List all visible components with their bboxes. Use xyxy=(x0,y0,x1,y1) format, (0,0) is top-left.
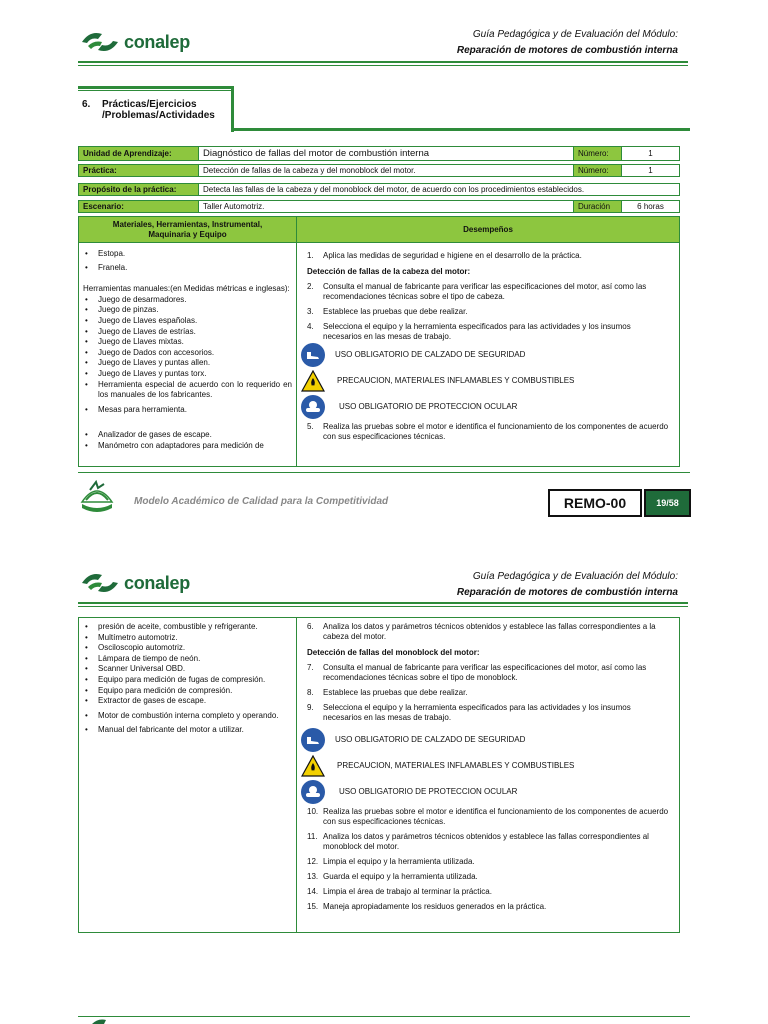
section-title-line1: Prácticas/Ejercicios xyxy=(102,99,197,110)
list-item: • Juego de desarmadores. xyxy=(83,295,292,306)
materials-header xyxy=(79,217,296,243)
step-number: 4. xyxy=(307,322,314,331)
materials-column xyxy=(79,618,297,932)
step-number: 9. xyxy=(307,703,314,712)
step-number: 8. xyxy=(307,688,314,697)
flammable-notice xyxy=(301,368,671,394)
list-item: • Juego de Llaves españolas. xyxy=(83,316,292,327)
conalep-logo xyxy=(80,28,190,56)
safety-shoes-icon xyxy=(301,343,325,367)
step-text: Consulta el manual de fabricante para verificar las especificaciones del motor, así como las recomendaciones técnicas sobre el tipo de monoblock. xyxy=(323,663,647,682)
step-number: 1. xyxy=(307,251,314,260)
list-item: • Juego de Llaves y puntas torx. xyxy=(83,369,292,380)
list-item: • Osciloscopio automotriz. xyxy=(83,643,292,654)
materials-column xyxy=(79,217,297,466)
step-item xyxy=(307,322,671,342)
step-text: Limpia el equipo y la herramienta utilizada. xyxy=(323,857,475,866)
flammable-warning-icon xyxy=(301,370,325,392)
steps-list xyxy=(297,618,679,912)
section-tab xyxy=(78,86,234,132)
section-title-line2: /Problemas/Actividades xyxy=(102,110,215,121)
safety-shoes-notice xyxy=(301,342,671,368)
flammable-text: PRECAUCION, MATERIALES INFLAMABLES Y COMBUSTIBLES xyxy=(337,761,575,770)
brand-name: conalep xyxy=(124,572,190,593)
list-item: • Mesas para herramienta. xyxy=(83,405,292,416)
step-item xyxy=(307,857,671,867)
eye-protection-text: USO OBLIGATORIO DE PROTECCION OCULAR xyxy=(339,787,518,796)
proposito-value: Detecta las fallas de la cabeza y del monoblock del motor, de acuerdo con los procedimientos establecidos. xyxy=(199,184,680,196)
flammable-text: PRECAUCION, MATERIALES INFLAMABLES Y COMBUSTIBLES xyxy=(337,376,575,385)
step-text: Selecciona el equipo y la herramienta especificados para las actividades y los insumos necesarios en las mesas de trabajo. xyxy=(323,703,631,722)
step-item xyxy=(307,902,671,912)
step-number: 2. xyxy=(307,282,314,291)
list-item-continuation xyxy=(83,622,292,633)
practica-label: Práctica: xyxy=(79,165,199,177)
list-item: • Analizador de gases de escape. xyxy=(83,430,292,441)
info-table-proposito xyxy=(78,183,680,196)
step-text: Aplica las medidas de seguridad e higiene en el desarrollo de la práctica. xyxy=(323,251,582,260)
info-table-unidad xyxy=(78,146,680,161)
footer-emblem xyxy=(78,476,116,521)
practice-table-page2 xyxy=(78,617,680,933)
list-item: • Scanner Universal OBD. xyxy=(83,664,292,675)
page-header xyxy=(457,27,678,59)
eye-protection-text: USO OBLIGATORIO DE PROTECCION OCULAR xyxy=(339,402,518,411)
practica-numero-label: Número: xyxy=(574,165,622,177)
duracion-label: Duración xyxy=(574,201,622,213)
step-number: 10. xyxy=(307,807,319,816)
eye-protection-icon xyxy=(301,395,325,419)
steps-list xyxy=(297,243,679,442)
step-item xyxy=(307,307,671,317)
unidad-numero-label: Número: xyxy=(574,147,622,161)
header-rule xyxy=(78,61,688,63)
unidad-label: Unidad de Aprendizaje: xyxy=(79,147,199,161)
list-item: • Juego de Llaves mixtas. xyxy=(83,337,292,348)
list-item: • Manual del fabricante del motor a utilizar. xyxy=(83,725,292,736)
step-number: 15. xyxy=(307,902,319,911)
unidad-value: Diagnóstico de fallas del motor de combustión interna xyxy=(199,147,574,161)
step-item xyxy=(307,887,671,897)
section-title xyxy=(82,99,215,121)
header-line2: Reparación de motores de combustión interna xyxy=(456,587,678,598)
list-item: • Manómetro con adaptadores para medición de xyxy=(83,441,292,452)
step-text: Analiza los datos y parámetros técnicos obtenidos y establece las fallas correspondientes al monoblock del motor. xyxy=(323,832,649,851)
next-page-rule xyxy=(78,1016,690,1017)
step-text: Limpia el área de trabajo al terminar la práctica. xyxy=(323,887,492,896)
conalep-emblem-icon xyxy=(80,569,120,597)
conalep-emblem-icon xyxy=(80,28,120,56)
step-item xyxy=(307,663,671,683)
step-text: Selecciona el equipo y la herramienta especificados para las actividades y los insumos necesarios en las mesas de trabajo. xyxy=(323,322,631,341)
step-number: 5. xyxy=(307,422,314,431)
steps-column xyxy=(297,618,679,932)
safety-shoes-notice xyxy=(301,727,671,753)
steps-header xyxy=(297,217,679,243)
header-rule-thin xyxy=(78,606,688,607)
step-item xyxy=(307,422,671,442)
practica-numero: 1 xyxy=(622,165,680,177)
safety-shoes-text: USO OBLIGATORIO DE CALZADO DE SEGURIDAD xyxy=(335,350,526,359)
step-number: 6. xyxy=(307,622,314,631)
info-table-practica xyxy=(78,164,680,177)
brand-name: conalep xyxy=(124,31,190,52)
escenario-value: Taller Automotriz. xyxy=(199,201,574,213)
subheading-cabeza: Detección de fallas de la cabeza del motor: xyxy=(307,267,471,276)
page-header xyxy=(457,569,678,601)
conalep-logo xyxy=(80,569,190,597)
subheading-monoblock: Detección de fallas del monoblock del motor: xyxy=(307,648,480,657)
practica-value: Detección de fallas de la cabeza y del monoblock del motor. xyxy=(199,165,574,177)
step-text: Maneja apropiadamente los residuos generados en la práctica. xyxy=(323,902,547,911)
header-line2: Reparación de motores de combustión interna xyxy=(456,45,678,56)
footer-rule xyxy=(78,472,690,473)
header-rule-thin xyxy=(78,65,688,66)
eye-protection-notice xyxy=(301,779,671,805)
duracion-value: 6 horas xyxy=(622,201,680,213)
step-item xyxy=(307,251,671,261)
eye-protection-notice xyxy=(301,394,671,420)
step-text: Consulta el manual de fabricante para verificar las especificaciones del motor, así como las recomendaciones técnicas sobre el tipo de cabeza. xyxy=(323,282,647,301)
list-item: • Lámpara de tiempo de neón. xyxy=(83,654,292,665)
step-number: 14. xyxy=(307,887,319,896)
list-item: • Equipo para medición de fugas de compresión. xyxy=(83,675,292,686)
list-item: • Franela. xyxy=(83,263,292,274)
list-item: • Juego de Dados con accesorios. xyxy=(83,348,292,359)
step-item xyxy=(307,872,671,882)
steps-column xyxy=(297,217,679,466)
list-item: • Juego de Llaves de estrías. xyxy=(83,327,292,338)
materials-list xyxy=(79,618,296,736)
flammable-warning-icon xyxy=(301,755,325,777)
step-item xyxy=(307,622,671,642)
flammable-notice xyxy=(301,753,671,779)
section-rule-left xyxy=(78,90,232,91)
step-text: Realiza las pruebas sobre el motor e identifica el funcionamiento de los componentes de acuerdo con sus especificaciones técnicas. xyxy=(323,422,669,441)
step-text: Establece las pruebas que debe realizar. xyxy=(323,688,468,697)
list-item: • Extractor de gases de escape. xyxy=(83,696,292,707)
proposito-label: Propósito de la práctica: xyxy=(79,184,199,196)
herramientas-label: Herramientas manuales:(en Medidas métricas e inglesas): xyxy=(83,284,290,294)
step-item xyxy=(307,703,671,723)
header-line1: Guía Pedagógica y de Evaluación del Módulo: xyxy=(472,29,678,40)
footer-slogan: Modelo Académico de Calidad para la Competitividad xyxy=(134,496,389,507)
list-item: • Equipo para medición de compresión. xyxy=(83,686,292,697)
info-table-escenario xyxy=(78,200,680,213)
step-text: Establece las pruebas que debe realizar. xyxy=(323,307,468,316)
step-text: Guarda el equipo y la herramienta utilizada. xyxy=(323,872,478,881)
step-number: 3. xyxy=(307,307,314,316)
list-item: • Multímetro automotriz. xyxy=(83,633,292,644)
practice-table-page1 xyxy=(78,216,680,467)
step-number: 12. xyxy=(307,857,319,866)
materials-list xyxy=(79,243,296,452)
steps-header-label: Desempeños xyxy=(463,224,513,234)
list-item: • Estopa. xyxy=(83,249,292,260)
page-number: 19/58 xyxy=(644,489,691,517)
step-item xyxy=(307,807,671,827)
unidad-numero: 1 xyxy=(622,147,680,161)
step-item xyxy=(307,688,671,698)
header-line1: Guía Pedagógica y de Evaluación del Módulo: xyxy=(472,571,678,582)
conalep-emblem-icon xyxy=(90,1018,114,1024)
list-item: • Herramienta especial de acuerdo con lo requerido en los manuales de los fabricantes. xyxy=(83,380,292,401)
escenario-label: Escenario: xyxy=(79,201,199,213)
eye-protection-icon xyxy=(301,780,325,804)
step-text: Analiza los datos y parámetros técnicos obtenidos y establece las fallas correspondientes a la cabeza del motor. xyxy=(323,622,656,641)
section-rule xyxy=(234,128,690,131)
step-item xyxy=(307,832,671,852)
step-number: 11. xyxy=(307,832,318,841)
safety-shoes-icon xyxy=(301,728,325,752)
step-number: 7. xyxy=(307,663,314,672)
list-item: • Motor de combustión interna completo y operando. xyxy=(83,711,292,722)
materials-header-line2: Maquinaria y Equipo xyxy=(148,229,227,239)
step-number: 13. xyxy=(307,872,319,881)
list-item: • Juego de Llaves y puntas allen. xyxy=(83,358,292,369)
list-item: • Juego de pinzas. xyxy=(83,305,292,316)
materials-header-line1: Materiales, Herramientas, Instrumental, xyxy=(112,219,263,229)
header-rule xyxy=(78,602,688,604)
quality-model-emblem-icon xyxy=(78,476,116,516)
step-text: Realiza las pruebas sobre el motor e identifica el funcionamiento de los componentes de acuerdo con sus especificaciones técnicas. xyxy=(323,807,669,826)
section-number: 6. xyxy=(82,99,91,110)
document-code: REMO-00 xyxy=(548,489,642,517)
list-item-text: presión de aceite, combustible y refrigerante. xyxy=(98,622,258,631)
safety-shoes-text: USO OBLIGATORIO DE CALZADO DE SEGURIDAD xyxy=(335,735,526,744)
step-item xyxy=(307,282,671,302)
